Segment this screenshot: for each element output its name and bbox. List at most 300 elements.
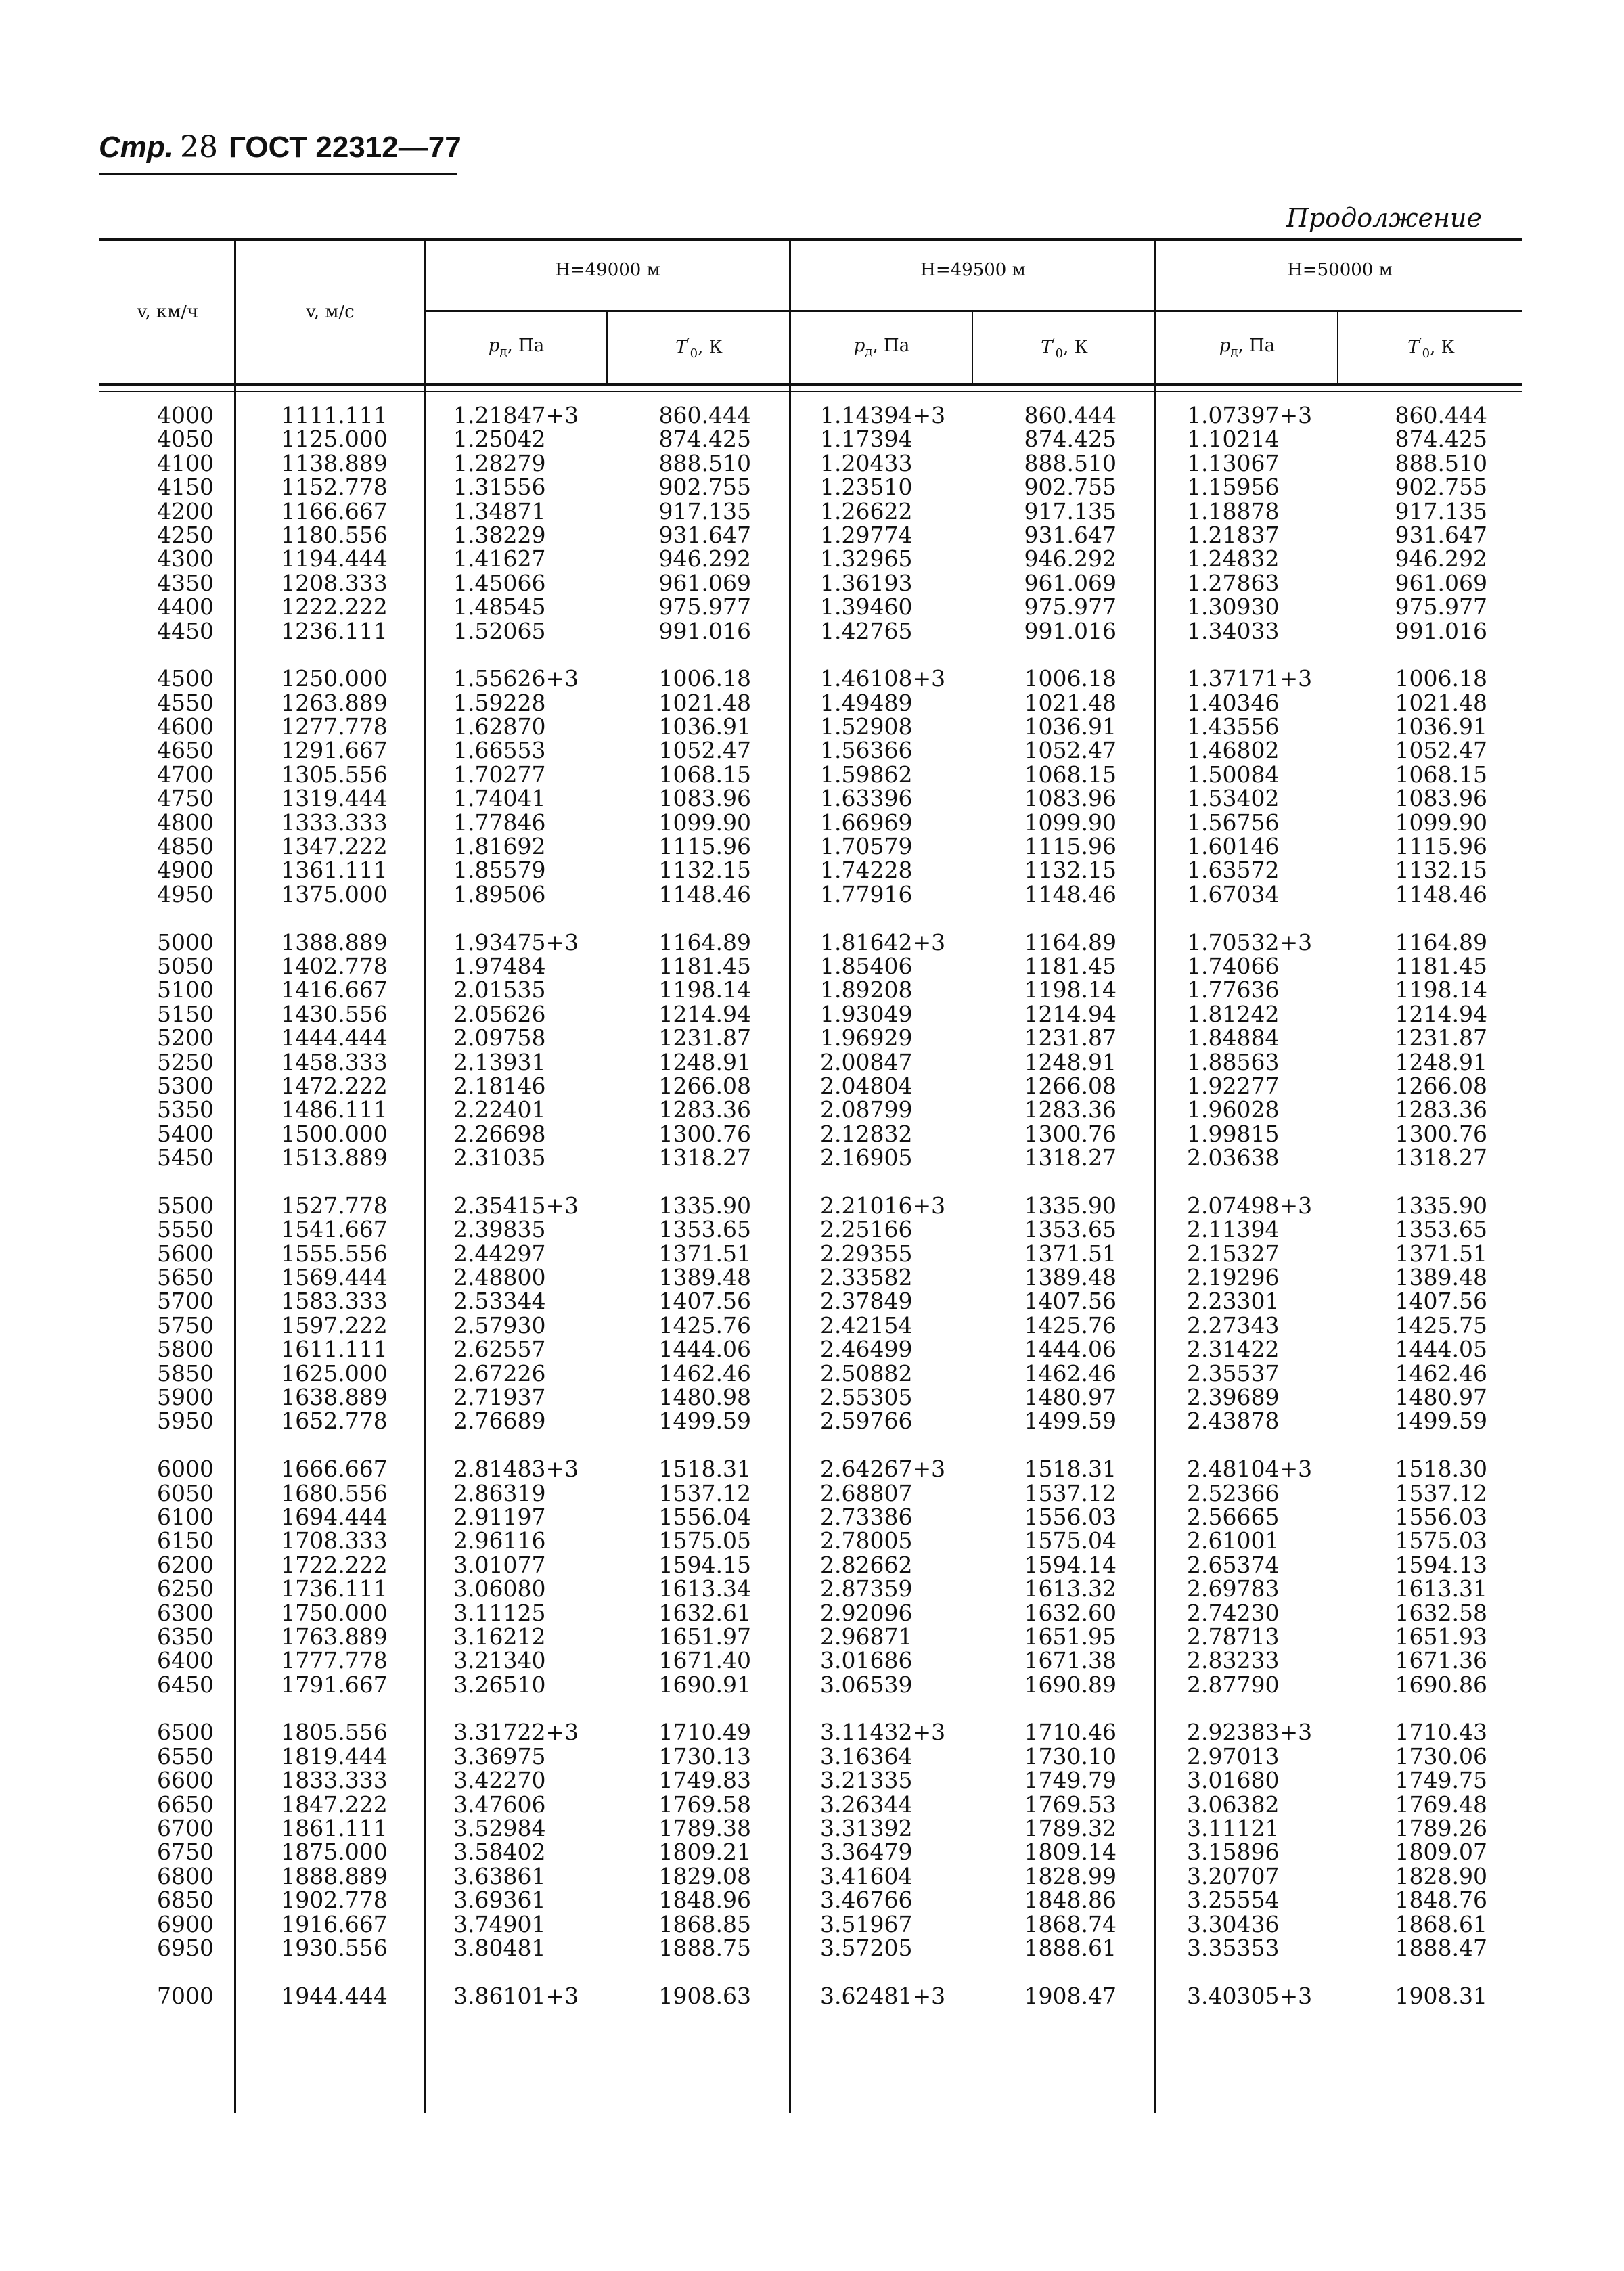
table-cell: 2.35415+3 — [453, 1192, 579, 1219]
table-cell: 3.51967 — [820, 1910, 913, 1937]
table-cell: 1651.95 — [1024, 1623, 1116, 1650]
table-cell: 3.16212 — [453, 1623, 546, 1650]
table-cell: 1318.27 — [658, 1144, 751, 1171]
column-divider — [234, 238, 236, 2113]
table-cell: 1006.18 — [1395, 665, 1487, 692]
table-cell: 5950 — [157, 1408, 214, 1435]
block-spacer — [820, 1170, 945, 1194]
table-cell: 1809.14 — [1024, 1839, 1116, 1866]
table-cell: 1.40346 — [1187, 689, 1280, 716]
table-cell: 1214.94 — [658, 1000, 751, 1027]
table-cell: 6600 — [157, 1767, 214, 1794]
table-cell: 1575.04 — [1024, 1527, 1116, 1554]
table-cell: 5900 — [157, 1384, 214, 1411]
table-cell: 1166.667 — [281, 497, 388, 524]
table-cell: 1848.86 — [1024, 1887, 1116, 1914]
table-cell: 1.26622 — [820, 497, 913, 524]
t-subscript: 0 — [1422, 346, 1430, 361]
table-cell: 2.91197 — [453, 1503, 546, 1530]
table-cell: 931.647 — [658, 521, 751, 548]
table-cell: 2.50882 — [820, 1359, 913, 1387]
table-cell: 2.21016+3 — [820, 1192, 946, 1219]
table-cell: 2.87790 — [1187, 1671, 1280, 1698]
table-cell: 1.81692 — [453, 833, 546, 860]
p-symbol: p — [853, 336, 865, 356]
table-cell: 1.62870 — [453, 713, 546, 740]
table-cell: 1.32965 — [820, 545, 913, 572]
table-cell: 1730.10 — [1024, 1742, 1116, 1770]
table-cell: 1371.51 — [658, 1240, 751, 1267]
table-cell: 6700 — [157, 1815, 214, 1842]
table-cell: 2.29355 — [820, 1240, 913, 1267]
block-spacer — [453, 1433, 579, 1457]
block-spacer — [1372, 643, 1487, 667]
table-cell: 888.510 — [658, 449, 751, 476]
table-cell: 1444.06 — [1024, 1336, 1116, 1363]
table-cell: 2.52366 — [1187, 1479, 1280, 1506]
table-cell: 1555.556 — [281, 1240, 388, 1267]
table-cell: 2.96116 — [453, 1527, 546, 1554]
table-cell: 2.39835 — [453, 1216, 546, 1243]
table-cell: 1.96028 — [1187, 1096, 1280, 1123]
standard-number: ГОСТ 22312—77 — [229, 131, 461, 164]
table-cell: 6900 — [157, 1910, 214, 1937]
table-cell: 1480.98 — [658, 1384, 751, 1411]
table-cell: 6650 — [157, 1791, 214, 1818]
column-v-kmh — [145, 403, 226, 2008]
block-spacer — [820, 1433, 945, 1457]
table-cell: 1710.49 — [658, 1719, 751, 1746]
table-cell: 1115.96 — [658, 833, 751, 860]
table-cell: 1632.61 — [658, 1599, 751, 1626]
table-cell: 1690.91 — [658, 1671, 751, 1698]
block-spacer — [1187, 906, 1312, 930]
table-cell: 2.03638 — [1187, 1144, 1280, 1171]
table-cell: 2.71937 — [453, 1384, 546, 1411]
t-subscript: 0 — [690, 346, 698, 361]
block-spacer — [453, 1696, 579, 1720]
table-cell: 1333.333 — [281, 809, 388, 836]
table-cell: 2.07498+3 — [1187, 1192, 1313, 1219]
table-cell: 1480.97 — [1024, 1384, 1116, 1411]
table-cell: 5350 — [157, 1096, 214, 1123]
table-cell: 6800 — [157, 1862, 214, 1889]
table-cell: 1556.03 — [1395, 1503, 1487, 1530]
table-cell: 1671.36 — [1395, 1647, 1487, 1674]
header-group-h49000: H=49000 м — [555, 260, 660, 280]
table-cell: 1848.96 — [658, 1887, 751, 1914]
page-number: 28 — [180, 130, 218, 164]
table-cell: 1499.59 — [1024, 1408, 1116, 1435]
table-cell: 902.755 — [658, 474, 751, 501]
table-cell: 1198.14 — [1024, 976, 1116, 1004]
table-cell: 3.21335 — [820, 1767, 913, 1794]
table-cell: 3.47606 — [453, 1791, 546, 1818]
table-cell: 1462.46 — [1024, 1359, 1116, 1387]
table-cell: 2.31035 — [453, 1144, 546, 1171]
table-cell: 3.16364 — [820, 1742, 913, 1770]
table-cell: 931.647 — [1395, 521, 1487, 548]
table-cell: 1868.74 — [1024, 1910, 1116, 1937]
table-cell: 931.647 — [1024, 521, 1116, 548]
block-spacer — [820, 906, 945, 930]
table-cell: 1266.08 — [1024, 1072, 1116, 1099]
table-cell: 1518.31 — [1024, 1456, 1116, 1483]
header-bottom-rule — [99, 383, 1522, 386]
table-cell: 1583.333 — [281, 1288, 388, 1315]
subcolumn-divider — [606, 310, 608, 384]
table-cell: 1888.75 — [658, 1935, 751, 1961]
table-cell: 1690.86 — [1395, 1671, 1487, 1698]
table-cell: 874.425 — [658, 426, 751, 453]
table-cell: 1236.111 — [281, 617, 388, 644]
block-spacer — [1187, 643, 1312, 667]
table-cell: 1266.08 — [1395, 1072, 1487, 1099]
table-cell: 1499.59 — [1395, 1408, 1487, 1435]
table-cell: 3.06382 — [1187, 1791, 1280, 1818]
subcolumn-divider — [1337, 310, 1338, 384]
block-spacer — [1187, 1960, 1312, 1983]
table-cell: 1638.889 — [281, 1384, 388, 1411]
header-pressure — [1157, 336, 1337, 359]
table-cell: 3.40305+3 — [1187, 1982, 1313, 2009]
table-cell: 1671.40 — [658, 1647, 751, 1674]
column-divider — [789, 238, 791, 2113]
table-cell: 1125.000 — [281, 426, 388, 453]
table-cell: 2.31422 — [1187, 1336, 1280, 1363]
table-cell: 6400 — [157, 1647, 214, 1674]
table-cell: 1335.90 — [1395, 1192, 1487, 1219]
table-cell: 1.50084 — [1187, 761, 1280, 788]
table-cell: 2.68807 — [820, 1479, 913, 1506]
table-cell: 1.43556 — [1187, 713, 1280, 740]
table-cell: 1671.38 — [1024, 1647, 1116, 1674]
table-cell: 1425.76 — [658, 1311, 751, 1339]
table-cell: 1.49489 — [820, 689, 913, 716]
table-cell: 1875.000 — [281, 1839, 388, 1866]
table-cell: 1.41627 — [453, 545, 546, 572]
table-cell: 1.88563 — [1187, 1048, 1280, 1075]
table-cell: 6300 — [157, 1599, 214, 1626]
table-cell: 1722.222 — [281, 1551, 388, 1578]
table-cell: 2.53344 — [453, 1288, 546, 1315]
table-cell: 1710.43 — [1395, 1719, 1487, 1746]
table-cell: 1632.58 — [1395, 1599, 1487, 1626]
table-cell: 3.58402 — [453, 1839, 546, 1866]
table-cell: 1083.96 — [1395, 785, 1487, 812]
table-cell: 1231.87 — [1024, 1025, 1116, 1052]
table-cell: 2.35537 — [1187, 1359, 1280, 1387]
table-cell: 991.016 — [1395, 617, 1487, 644]
table-cell: 975.977 — [1395, 593, 1487, 621]
t-prime: ′ — [687, 336, 690, 350]
table-cell: 3.11121 — [1187, 1815, 1280, 1842]
table-cell: 1611.111 — [281, 1336, 388, 1363]
table-cell: 1.99815 — [1187, 1120, 1280, 1147]
table-cell: 874.425 — [1024, 426, 1116, 453]
table-cell: 1425.76 — [1024, 1311, 1116, 1339]
table-cell: 1.89208 — [820, 976, 913, 1004]
page-label: Стр. — [99, 131, 173, 164]
column-t-h49500 — [1001, 403, 1116, 2008]
p-subscript: д — [1230, 344, 1238, 359]
table-cell: 1335.90 — [658, 1192, 751, 1219]
table-cell: 1613.31 — [1395, 1575, 1487, 1602]
table-cell: 1430.556 — [281, 1000, 388, 1027]
block-spacer — [1372, 1960, 1487, 1983]
table-cell: 1486.111 — [281, 1096, 388, 1123]
p-subscript: д — [499, 344, 508, 359]
table-cell: 1789.32 — [1024, 1815, 1116, 1842]
table-cell: 946.292 — [1024, 545, 1116, 572]
table-cell: 1353.65 — [1024, 1216, 1116, 1243]
table-cell: 1164.89 — [1395, 928, 1487, 955]
table-cell: 3.01680 — [1187, 1767, 1280, 1794]
table-cell: 860.444 — [1395, 402, 1487, 428]
table-cell: 1099.90 — [658, 809, 751, 836]
table-cell: 1318.27 — [1395, 1144, 1487, 1171]
block-spacer — [1001, 1696, 1116, 1720]
table-cell: 4600 — [157, 713, 214, 740]
table-cell: 1.15956 — [1187, 474, 1280, 501]
table-cell: 2.08799 — [820, 1096, 913, 1123]
table-cell: 6050 — [157, 1479, 214, 1506]
table-cell: 5300 — [157, 1072, 214, 1099]
table-cell: 2.69783 — [1187, 1575, 1280, 1602]
table-cell: 4750 — [157, 785, 214, 812]
table-cell: 4500 — [157, 665, 214, 692]
table-cell: 1462.46 — [1395, 1359, 1487, 1387]
table-cell: 2.01535 — [453, 976, 546, 1004]
table-cell: 1371.51 — [1024, 1240, 1116, 1267]
table-cell: 1499.59 — [658, 1408, 751, 1435]
table-cell: 1.53402 — [1187, 785, 1280, 812]
table-cell: 1036.91 — [1024, 713, 1116, 740]
table-cell: 2.87359 — [820, 1575, 913, 1602]
table-cell: 1556.03 — [1024, 1503, 1116, 1530]
table-cell: 961.069 — [1395, 569, 1487, 596]
t-symbol: T — [1407, 337, 1420, 358]
table-cell: 2.09758 — [453, 1025, 546, 1052]
table-cell: 1.92277 — [1187, 1072, 1280, 1099]
table-cell: 1006.18 — [1024, 665, 1116, 692]
table-cell: 3.06539 — [820, 1671, 913, 1698]
table-cell: 1769.48 — [1395, 1791, 1487, 1818]
table-cell: 1518.31 — [658, 1456, 751, 1483]
block-spacer — [1187, 1696, 1312, 1720]
table-cell: 1444.05 — [1395, 1336, 1487, 1363]
table-cell: 1861.111 — [281, 1815, 388, 1842]
table-cell: 4950 — [157, 880, 214, 907]
table-cell: 2.92096 — [820, 1599, 913, 1626]
table-cell: 917.135 — [658, 497, 751, 524]
table-cell: 2.15327 — [1187, 1240, 1280, 1267]
table-cell: 1248.91 — [658, 1048, 751, 1075]
table-cell: 3.01077 — [453, 1551, 546, 1578]
table-cell: 1888.47 — [1395, 1935, 1487, 1961]
table-cell: 3.74901 — [453, 1910, 546, 1937]
t-symbol: T — [1041, 337, 1053, 358]
table-cell: 1.59228 — [453, 689, 546, 716]
table-cell: 1181.45 — [1024, 952, 1116, 979]
table-cell: 6500 — [157, 1719, 214, 1746]
table-cell: 1361.111 — [281, 857, 388, 884]
table-cell: 2.62557 — [453, 1336, 546, 1363]
table-cell: 1651.97 — [658, 1623, 751, 1650]
table-cell: 1518.30 — [1395, 1456, 1487, 1483]
table-cell: 1.77846 — [453, 809, 546, 836]
table-cell: 1777.778 — [281, 1647, 388, 1674]
table-cell: 2.65374 — [1187, 1551, 1280, 1578]
t-prime: ′ — [1052, 336, 1056, 350]
table-cell: 1625.000 — [281, 1359, 388, 1387]
p-unit: , Па — [507, 336, 545, 356]
table-cell: 2.13931 — [453, 1048, 546, 1075]
table-cell: 1389.48 — [658, 1264, 751, 1291]
table-cell: 975.977 — [658, 593, 751, 621]
table-cell: 1809.07 — [1395, 1839, 1487, 1866]
table-cell: 2.37849 — [820, 1288, 913, 1315]
block-spacer — [453, 906, 579, 930]
table-cell: 902.755 — [1024, 474, 1116, 501]
block-spacer — [280, 1170, 388, 1194]
table-cell: 975.977 — [1024, 593, 1116, 621]
table-cell: 1444.06 — [658, 1336, 751, 1363]
table-cell: 3.26344 — [820, 1791, 913, 1818]
table-cell: 1666.667 — [281, 1456, 388, 1483]
table-cell: 3.15896 — [1187, 1839, 1280, 1866]
table-cell: 1.52065 — [453, 617, 546, 644]
column-t-h49000 — [636, 403, 751, 2008]
table-cell: 2.05626 — [453, 1000, 546, 1027]
table-cell: 3.69361 — [453, 1887, 546, 1914]
table-cell: 1.34871 — [453, 497, 546, 524]
table-cell: 1500.000 — [281, 1120, 388, 1147]
table-cell: 860.444 — [1024, 402, 1116, 428]
table-cell: 1690.89 — [1024, 1671, 1116, 1698]
header-v-kmh: v, км/ч — [137, 302, 199, 322]
table-cell: 5250 — [157, 1048, 214, 1075]
table-cell: 4100 — [157, 449, 214, 476]
table-cell: 1537.12 — [1395, 1479, 1487, 1506]
table-cell: 946.292 — [1395, 545, 1487, 572]
table-cell: 1083.96 — [1024, 785, 1116, 812]
table-cell: 1036.91 — [1395, 713, 1487, 740]
table-cell: 1613.32 — [1024, 1575, 1116, 1602]
block-spacer — [280, 1696, 388, 1720]
table-cell: 1444.444 — [281, 1025, 388, 1052]
table-cell: 7000 — [157, 1982, 214, 2009]
table-cell: 1.46108+3 — [820, 665, 946, 692]
table-cell: 3.30436 — [1187, 1910, 1280, 1937]
block-spacer — [820, 643, 945, 667]
table-cell: 1305.556 — [281, 761, 388, 788]
table-cell: 1.14394+3 — [820, 402, 946, 428]
table-cell: 1.36193 — [820, 569, 913, 596]
table-cell: 917.135 — [1395, 497, 1487, 524]
table-cell: 1.56366 — [820, 737, 913, 764]
table-cell: 1.48545 — [453, 593, 546, 621]
table-cell: 1.70532+3 — [1187, 928, 1313, 955]
table-cell: 2.12832 — [820, 1120, 913, 1147]
column-p-h50000 — [1187, 403, 1312, 2008]
table-cell: 3.36479 — [820, 1839, 913, 1866]
block-spacer — [1187, 1170, 1312, 1194]
table-cell: 2.73386 — [820, 1503, 913, 1530]
table-cell: 4250 — [157, 521, 214, 548]
column-v-ms — [280, 403, 388, 2008]
t-unit: , К — [1063, 337, 1088, 358]
table-cell: 2.96871 — [820, 1623, 913, 1650]
table-cell: 1575.03 — [1395, 1527, 1487, 1554]
table-cell: 5100 — [157, 976, 214, 1004]
table-cell: 1769.58 — [658, 1791, 751, 1818]
table-cell: 1769.53 — [1024, 1791, 1116, 1818]
table-cell: 4350 — [157, 569, 214, 596]
table-cell: 1138.889 — [281, 449, 388, 476]
table-cell: 1231.87 — [1395, 1025, 1487, 1052]
table-cell: 6950 — [157, 1935, 214, 1961]
continuation-label: Продолжение — [1286, 203, 1482, 233]
table-cell: 1594.15 — [658, 1551, 751, 1578]
table-cell: 1.70579 — [820, 833, 913, 860]
table-cell: 1.23510 — [820, 474, 913, 501]
table-cell: 2.57930 — [453, 1311, 546, 1339]
table-cell: 1068.15 — [1395, 761, 1487, 788]
table-cell: 4800 — [157, 809, 214, 836]
table-cell: 961.069 — [658, 569, 751, 596]
table-cell: 1283.36 — [1395, 1096, 1487, 1123]
table-cell: 1.97484 — [453, 952, 546, 979]
table-cell: 3.52984 — [453, 1815, 546, 1842]
table-cell: 4150 — [157, 474, 214, 501]
table-cell: 1750.000 — [281, 1599, 388, 1626]
table-cell: 1318.27 — [1024, 1144, 1116, 1171]
table-cell: 1.17394 — [820, 426, 913, 453]
table-cell: 3.11125 — [453, 1599, 546, 1626]
table-cell: 1527.778 — [281, 1192, 388, 1219]
table-cell: 1694.444 — [281, 1503, 388, 1530]
table-cell: 3.41604 — [820, 1862, 913, 1889]
column-p-h49000 — [453, 403, 579, 2008]
table-cell: 1.85406 — [820, 952, 913, 979]
table-cell: 1.27863 — [1187, 569, 1280, 596]
table-cell: 1537.12 — [1024, 1479, 1116, 1506]
table-cell: 1.37171+3 — [1187, 665, 1313, 692]
table-cell: 1828.99 — [1024, 1862, 1116, 1889]
table-cell: 1115.96 — [1395, 833, 1487, 860]
table-cell: 4200 — [157, 497, 214, 524]
table-cell: 5650 — [157, 1264, 214, 1291]
table-cell: 2.64267+3 — [820, 1456, 946, 1483]
table-cell: 1575.05 — [658, 1527, 751, 1554]
table-cell: 2.26698 — [453, 1120, 546, 1147]
table-cell: 1789.38 — [658, 1815, 751, 1842]
table-cell: 1353.65 — [658, 1216, 751, 1243]
table-cell: 1.28279 — [453, 449, 546, 476]
table-cell: 1148.46 — [658, 880, 751, 907]
table-cell: 1.74228 — [820, 857, 913, 884]
table-cell: 3.01686 — [820, 1647, 913, 1674]
table-cell: 1.55626+3 — [453, 665, 579, 692]
table-cell: 1749.83 — [658, 1767, 751, 1794]
table-cell: 2.82662 — [820, 1551, 913, 1578]
table-top-rule — [99, 238, 1522, 241]
table-cell: 3.35353 — [1187, 1935, 1280, 1961]
p-subscript: д — [865, 344, 873, 359]
table-cell: 1266.08 — [658, 1072, 751, 1099]
block-spacer — [1001, 643, 1116, 667]
